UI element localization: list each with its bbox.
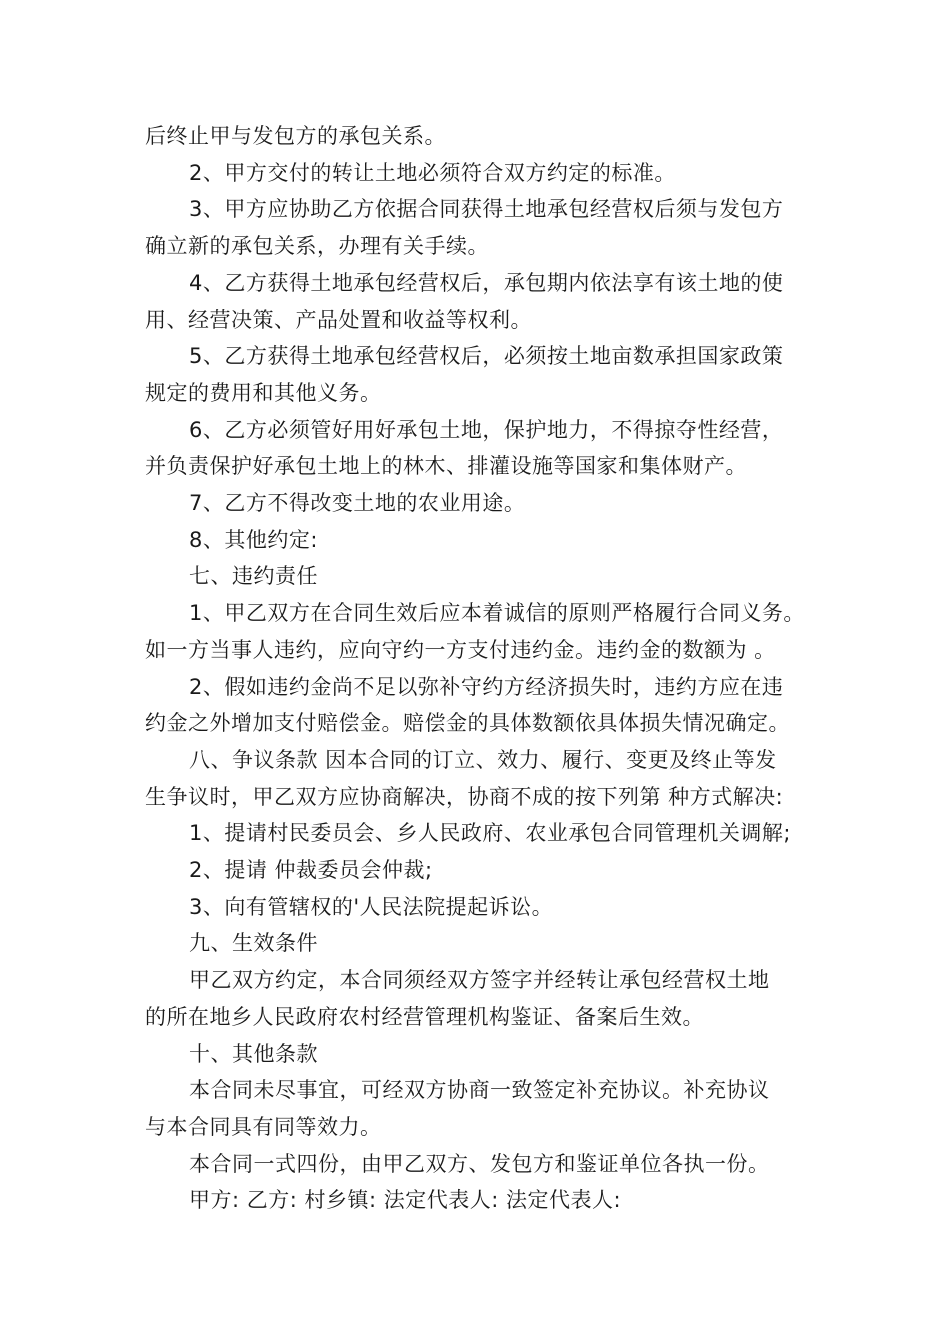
paragraph-line: 后终止甲与发包方的承包关系。 bbox=[145, 124, 446, 148]
paragraph-line: 2、甲方交付的转让土地必须符合双方约定的标准。 bbox=[189, 160, 676, 185]
paragraph-line: 十、其他条款 bbox=[189, 1041, 318, 1066]
paragraph-continuation-line: 生争议时，甲乙双方应协商解决，协商不成的按下列第 种方式解决: bbox=[145, 784, 784, 809]
paragraph-line: 九、生效条件 bbox=[189, 931, 318, 956]
paragraph-continuation-line: 用、经营决策、产品处置和收益等权利。 bbox=[145, 307, 532, 332]
paragraph-line: 甲方: 乙方: 村乡镇: 法定代表人: 法定代表人: bbox=[189, 1188, 622, 1213]
paragraph-line: 2、假如违约金尚不足以弥补守约方经济损失时，违约方应在违 bbox=[189, 674, 784, 699]
paragraph-line: 2、提请 仲裁委员会仲裁; bbox=[189, 858, 433, 883]
paragraph-line: 甲乙双方约定，本合同须经双方签字并经转让承包经营权土地 bbox=[189, 968, 770, 993]
paragraph-line: 本合同未尽事宜，可经双方协商一致签定补充协议。补充协议 bbox=[189, 1078, 770, 1103]
paragraph-line: 七、违约责任 bbox=[189, 564, 318, 589]
paragraph-continuation-line: 与本合同具有同等效力。 bbox=[145, 1114, 382, 1139]
paragraph-continuation-line: 并负责保护好承包土地上的林木、排灌设施等国家和集体财产。 bbox=[145, 454, 747, 479]
paragraph-line: 3、向有管辖权的'人民法院提起诉讼。 bbox=[189, 894, 554, 919]
paragraph-line: 八、争议条款 因本合同的订立、效力、履行、变更及终止等发 bbox=[189, 747, 777, 772]
paragraph-continuation-line: 如一方当事人违约，应向守约一方支付违约金。违约金的数额为 。 bbox=[145, 637, 776, 662]
document-body bbox=[145, 118, 825, 1219]
paragraph-line: 1、甲乙双方在合同生效后应本着诚信的原则严格履行合同义务。 bbox=[189, 601, 805, 626]
paragraph-line: 8、其他约定: bbox=[189, 527, 318, 552]
paragraph-line: 6、乙方必须管好用好承包土地，保护地力，不得掠夺性经营， bbox=[189, 417, 784, 442]
paragraph-line: 3、甲方应协助乙方依据合同获得土地承包经营权后须与发包方 bbox=[189, 197, 784, 222]
paragraph-line: 本合同一式四份，由甲乙双方、发包方和鉴证单位各执一份。 bbox=[189, 1151, 770, 1176]
paragraph-continuation-line: 约金之外增加支付赔偿金。赔偿金的具体数额依具体损失情况确定。 bbox=[145, 711, 790, 736]
paragraph-line: 5、乙方获得土地承包经营权后，必须按土地亩数承担国家政策 bbox=[189, 344, 784, 369]
paragraph-line: 1、提请村民委员会、乡人民政府、农业承包合同管理机关调解; bbox=[189, 821, 791, 846]
paragraph-continuation-line: 的所在地乡人民政府农村经营管理机构鉴证、备案后生效。 bbox=[145, 1004, 704, 1029]
paragraph-line: 7、乙方不得改变土地的农业用途。 bbox=[189, 491, 526, 516]
paragraph-continuation-line: 确立新的承包关系，办理有关手续。 bbox=[145, 234, 489, 259]
paragraph-continuation-line: 规定的费用和其他义务。 bbox=[145, 380, 382, 405]
paragraph-line: 4、乙方获得土地承包经营权后，承包期内依法享有该土地的使 bbox=[189, 270, 784, 295]
